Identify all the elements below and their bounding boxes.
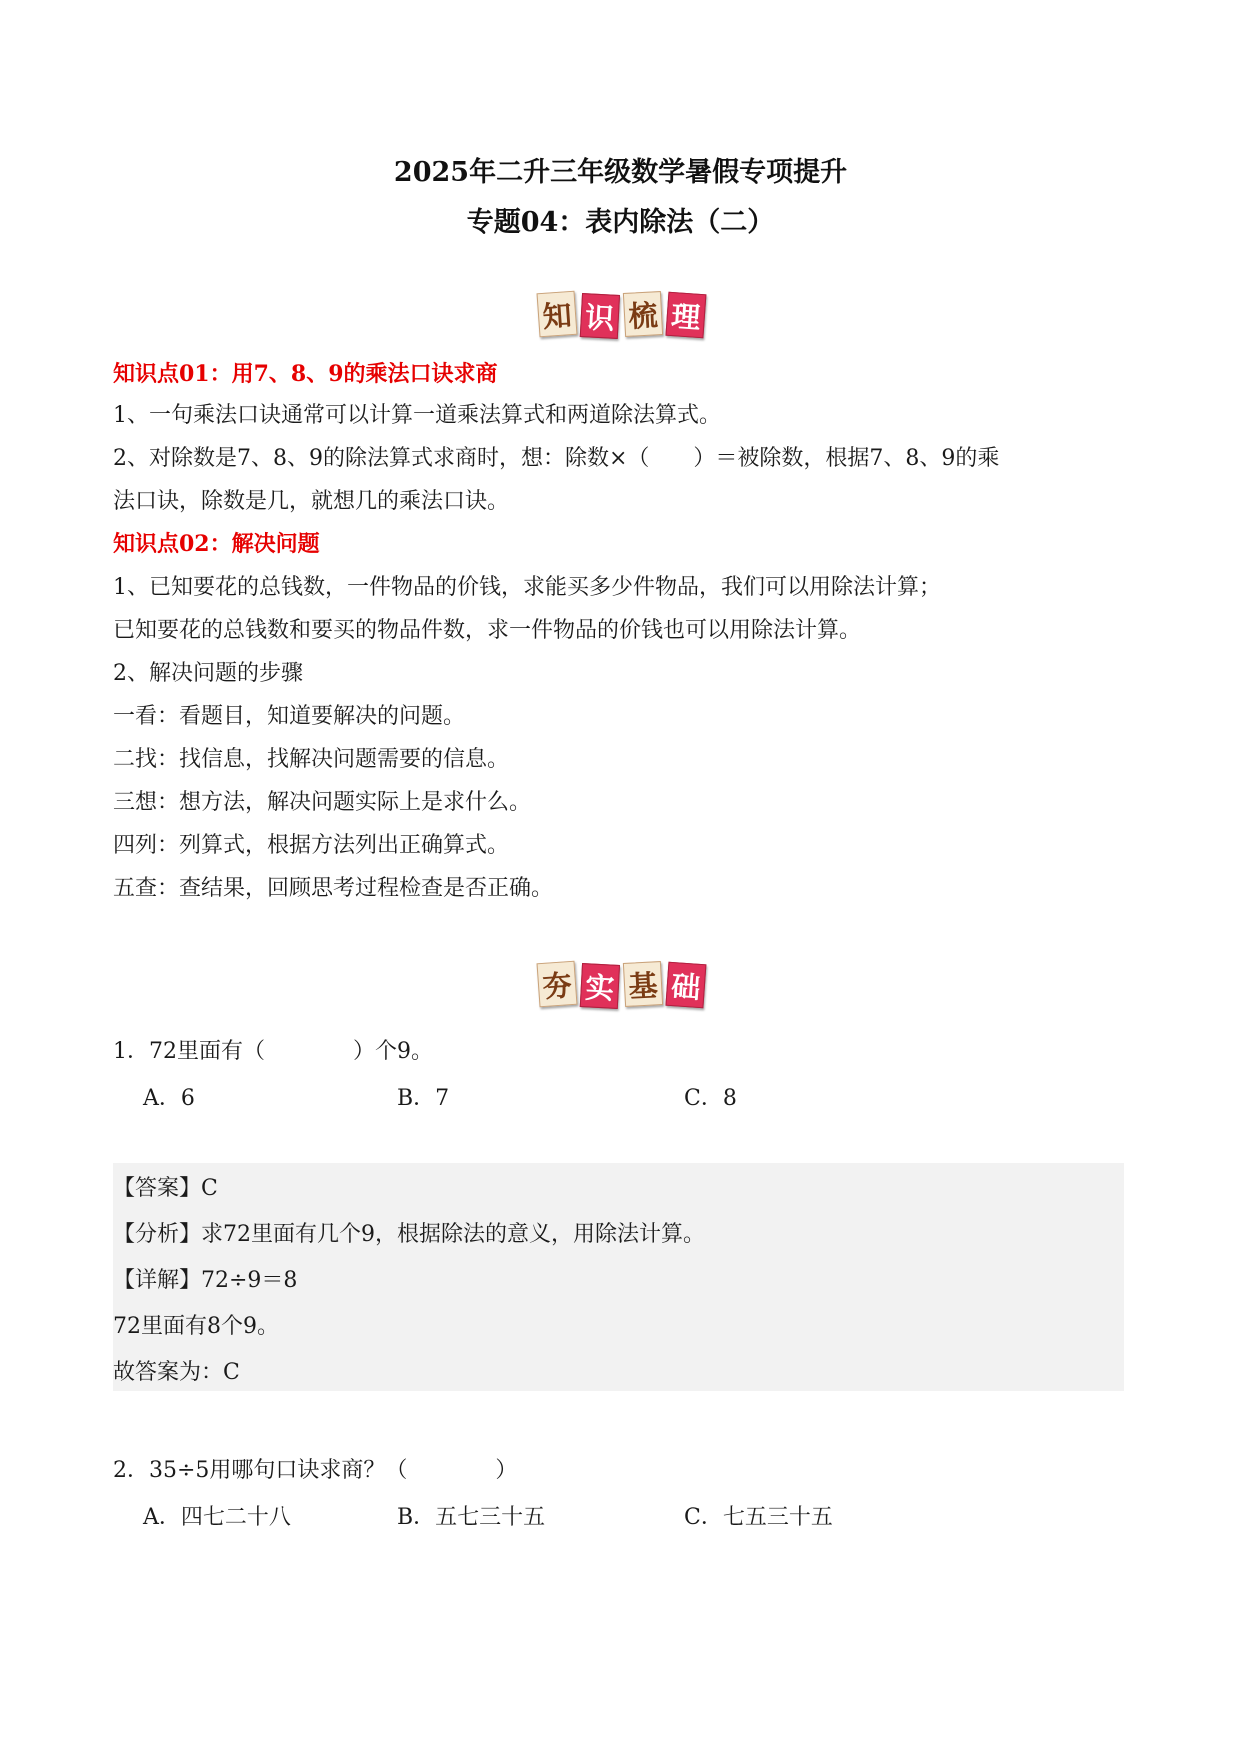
knowledge-line: 法口诀，除数是几，就想几的乘法口诀。 xyxy=(113,489,510,514)
banner-tile: 梳 xyxy=(623,291,663,337)
knowledge-line: 已知要花的总钱数和要买的物品件数，求一件物品的价钱也可以用除法计算。 xyxy=(113,618,862,643)
analysis-line: 【分析】求72里面有几个9，根据除法的意义，用除法计算。 xyxy=(113,1222,705,1247)
banner-tile: 知 xyxy=(537,291,578,338)
question-2-option-a: A．四七二十八 xyxy=(143,1505,291,1530)
knowledge-line: 2、解决问题的步骤 xyxy=(113,661,303,686)
banner-tile: 基 xyxy=(623,961,663,1007)
knowledge-line: 二找：找信息，找解决问题需要的信息。 xyxy=(113,747,510,772)
knowledge-point-1-heading: 知识点01：用7、8、9的乘法口诀求商 xyxy=(113,361,498,387)
knowledge-line: 1、已知要花的总钱数，一件物品的价钱，求能买多少件物品，我们可以用除法计算； xyxy=(113,575,941,600)
knowledge-line: 三想：想方法，解决问题实际上是求什么。 xyxy=(113,790,532,815)
question-2-option-b: B．五七三十五 xyxy=(397,1505,546,1530)
solution-line: 【详解】72÷9＝8 xyxy=(113,1268,298,1293)
conclusion-line: 故答案为：C xyxy=(113,1360,240,1385)
knowledge-review-banner xyxy=(538,292,705,336)
banner-tile: 实 xyxy=(580,963,620,1009)
question-1-stem: 1．72里面有（ ）个9。 xyxy=(113,1039,433,1064)
banner-tile: 理 xyxy=(665,292,706,339)
knowledge-point-2-heading: 知识点02：解决问题 xyxy=(113,531,320,557)
solution-line: 72里面有8个9。 xyxy=(113,1314,279,1339)
knowledge-line: 2、对除数是7、8、9的除法算式求商时，想：除数×（ ）＝被除数，根据7、8、9的乘 xyxy=(113,446,1000,471)
knowledge-line: 五查：查结果，回顾思考过程检查是否正确。 xyxy=(113,876,554,901)
question-2-option-c: C．七五三十五 xyxy=(684,1505,833,1530)
question-2-stem: 2．35÷5用哪句口诀求商？（ ） xyxy=(113,1458,518,1483)
document-subtitle: 专题04：表内除法（二） xyxy=(466,207,775,238)
banner-tile: 识 xyxy=(580,293,620,339)
knowledge-line: 四列：列算式，根据方法列出正确算式。 xyxy=(113,833,510,858)
answer-line: 【答案】C xyxy=(113,1176,218,1201)
document-title: 2025年二升三年级数学暑假专项提升 xyxy=(393,157,848,188)
basics-banner xyxy=(538,962,705,1006)
knowledge-line: 1、一句乘法口诀通常可以计算一道乘法算式和两道除法算式。 xyxy=(113,403,721,428)
knowledge-line: 一看：看题目，知道要解决的问题。 xyxy=(113,704,466,729)
question-1-option-a: A．6 xyxy=(143,1086,195,1111)
question-1-option-b: B．7 xyxy=(397,1086,450,1111)
banner-tile: 础 xyxy=(665,962,706,1009)
banner-tile: 夯 xyxy=(537,961,578,1008)
question-1-option-c: C．8 xyxy=(684,1086,737,1111)
